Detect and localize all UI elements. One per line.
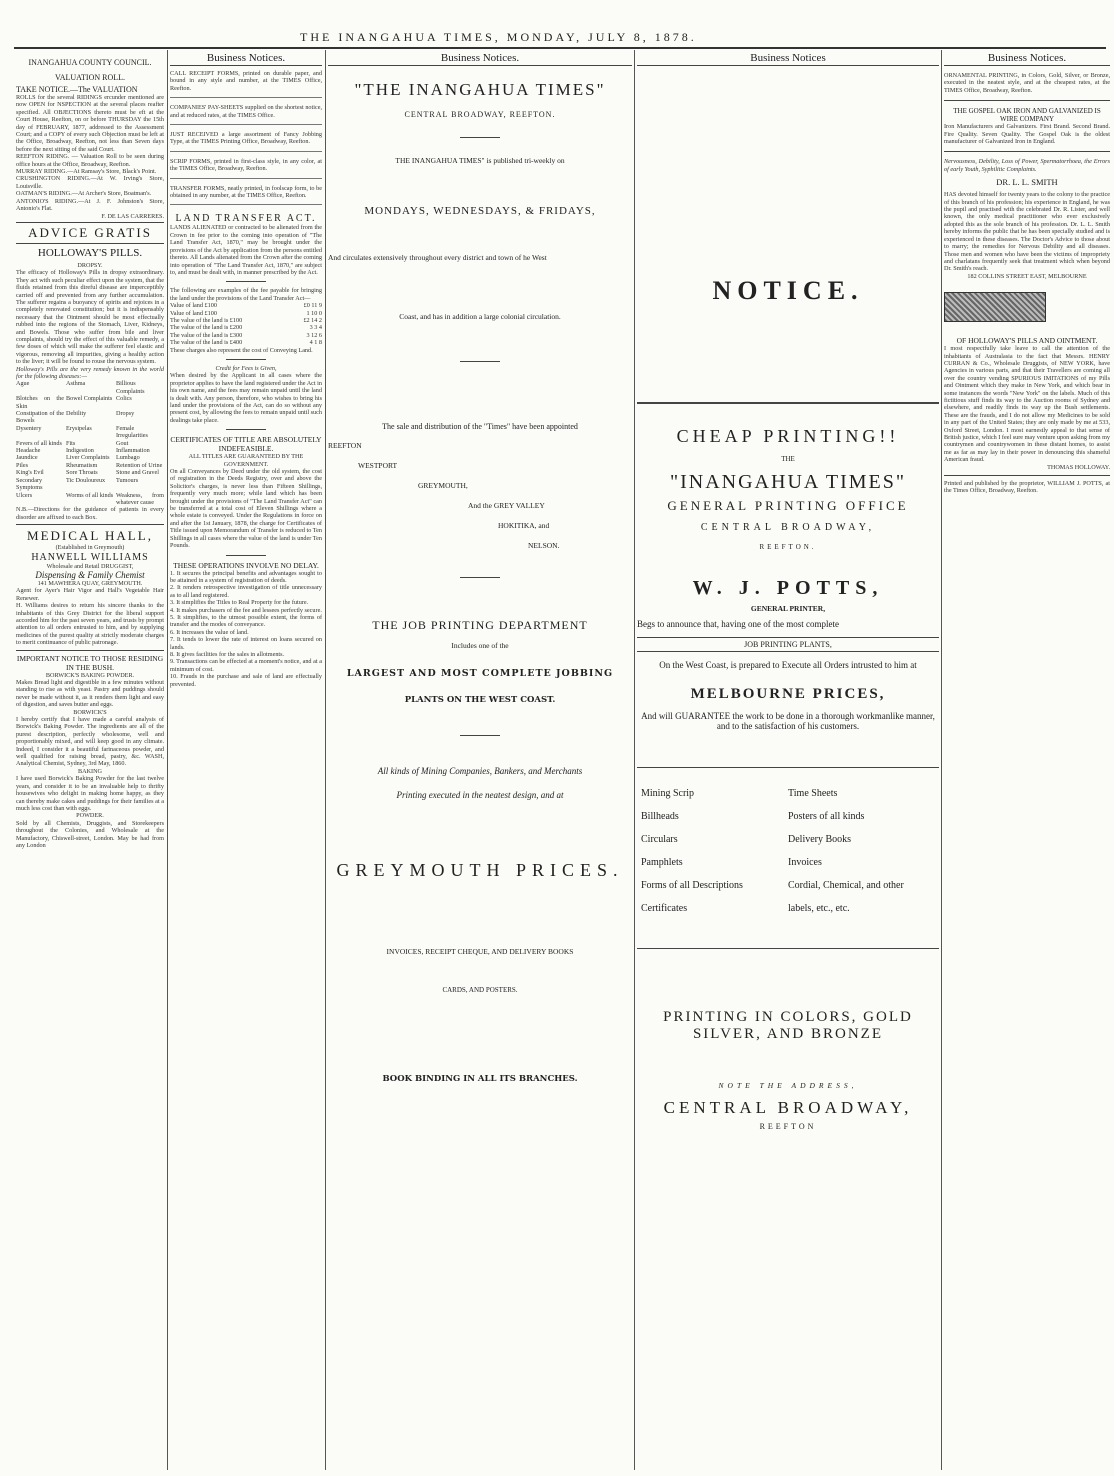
valuation-roll-title: VALUATION ROLL.: [54, 73, 126, 82]
fee-row: [170, 310, 322, 317]
printing-item: Time Sheets: [788, 788, 838, 799]
council-heading: INANGAHUA COUNTY COUNCIL.: [28, 58, 152, 67]
holloway-pills-title: HOLLOWAY'S PILLS.: [37, 246, 143, 259]
disease-item: Headache: [16, 447, 41, 455]
column-divider: [325, 50, 326, 1470]
business-notice: COMPANIES' PAY-SHEETS supplied on the shortest notice, and at reduced rates, at the TIMES Office.: [170, 104, 322, 125]
advantage-item: 8. It gives facilities for the sales in allotments.: [170, 650, 285, 658]
disease-item: Ulcers: [16, 491, 33, 499]
disease-item: Fevers of all kinds: [16, 439, 62, 447]
gospel-body: Iron Manufacturers and Galvanizers. First Brand. Second Brand. Fire Quality. Seven Quality. The Gospel Oak is the oldest manufacturer of Galvanized Iron in England.: [944, 123, 1110, 146]
advice-gratis-title: ADVICE GRATIS: [28, 224, 152, 240]
printing-item: Invoices: [788, 857, 822, 868]
column-divider: [634, 50, 635, 1470]
disease-item: Liver Complaints: [66, 454, 110, 462]
publication-days: MONDAYS, WEDNESDAYS, & FRIDAYS,: [364, 205, 596, 217]
borwick-title: BORWICK'S BAKING POWDER.: [45, 671, 135, 679]
medical-body: H. Williams desires to return his sincere thanks to the inhabitants of this Grey District for the liberal support accorded him for the past seven years, and trusts by prompt attention to all orders entrusted to him, and by supplying medicines of the purest quality at strictly moderate charges to merit continuance of public patronage.: [16, 602, 164, 647]
notices-list: [170, 70, 322, 205]
fee-row: [170, 339, 322, 346]
smith-title: DR. L. L. SMITH: [996, 177, 1058, 188]
includes-note: Includes one of the: [451, 641, 509, 650]
the-label: THE: [781, 455, 795, 463]
holloway-signature: THOMAS HOLLOWAY.: [1047, 463, 1110, 471]
disease-item: Rheumatism: [66, 461, 98, 469]
fee-row: [170, 332, 322, 339]
disease-item: Ague: [16, 380, 30, 388]
advantage-item: 2. It renders retrospective investigation of title unnecessary as to all land registered.: [170, 584, 322, 599]
west-coast-note: On the West Coast, is prepared to Execute all Orders intrusted to him at: [659, 660, 917, 670]
printing-item: Certificates: [641, 903, 688, 914]
town-entry: GREYMOUTH,: [418, 481, 468, 490]
disease-item: Piles: [16, 461, 29, 469]
advantage-item: 6. It increases the value of land.: [170, 628, 249, 636]
disease-list: [16, 380, 164, 506]
fee-row: [170, 302, 322, 309]
sale-note: The sale and distribution of the "Times" have been appointed: [382, 422, 578, 431]
dispensing-chemist: Dispensing & Family Chemist: [35, 569, 145, 580]
business-notices-header: Business Notices: [637, 50, 939, 66]
advantage-item: 7. It tends to lower the rate of interest on loans secured on lands.: [170, 636, 322, 651]
directions: N.B.—Directions for the guidance of patients in every disorder are affixed to each Box.: [16, 506, 164, 521]
printing-item: Cordial, Chemical, and other: [788, 880, 904, 891]
disease-item: Stone and Gravel: [116, 469, 159, 477]
disease-item: Retention of Urine: [116, 461, 163, 469]
fee-amount: £2 14 2: [303, 316, 322, 324]
printing-item: Circulars: [641, 834, 678, 845]
advantage-item: 9. Transactions can be effected at a moment's notice, and at a minimum of cost.: [170, 658, 322, 673]
reefton: REEFTON.: [759, 543, 817, 551]
wholesale-druggist: Wholesale and Retail DRUGGIST,: [46, 562, 134, 570]
disease-item: Female Irregularities: [116, 424, 148, 440]
printing-item: Billheads: [641, 811, 679, 822]
fee-row: [170, 324, 322, 331]
advantage-item: 10. Frauds in the purchase and sale of land are effectually prevented.: [170, 673, 322, 688]
printing-item: labels, etc., etc.: [788, 903, 850, 914]
ridings-list: [16, 153, 164, 212]
smith-body: HAS devoted himself for twenty years to the colony to the practice of this branch of his profession; his experience in England, he was the pupil and practised with the celebrated Dr. R. Lister, and well known, the only medical practitioner who ever exclusively adopted this as the sole branch of his profession. Dr. L. L. Smith hereby informs the public that he has been specially studied and is experienced in these diseases. The Doctor's Advice to those about to marry; the remedies for Nervous Debility and all diseases. Those men and women who have been the victims of impropriety and charlatans frequently seek that treatment which when beyond Dr. Smith's reach.: [944, 191, 1110, 273]
collins-street: 182 COLLINS STREET EAST, MELBOURNE: [967, 272, 1087, 280]
credit-title: Credit for Fees is Given,: [215, 364, 277, 372]
masthead-title: THE INANGAHUA TIMES, MONDAY, JULY 8, 1878.: [300, 30, 697, 44]
town-entry: And the GREY VALLEY: [468, 501, 545, 510]
invoices-note: INVOICES, RECEIPT CHEQUE, AND DELIVERY BOOKS: [386, 947, 574, 956]
gospel-oak-title: THE GOSPEL OAK IRON AND GALVANIZED IS WIRE COMPANY: [953, 107, 1101, 124]
town-entry: WESTPORT: [358, 461, 398, 470]
business-notices-header: Business Notices.: [170, 50, 322, 66]
important-notice: IMPORTANT NOTICE TO THOSE RESIDING IN THE BUSH.: [16, 653, 164, 672]
fee-table: [170, 302, 322, 346]
business-notice: SCRIP FORMS, printed in first-class style, in any color, at the TIMES Office, Broadway, Reefton.: [170, 158, 322, 179]
business-notices-header: Business Notices.: [944, 50, 1110, 66]
central-broadway: CENTRAL BROADWAY,: [700, 522, 876, 533]
disease-intro: Holloway's Pills are the very remedy known in the world for the following diseases:—: [16, 365, 164, 380]
certify-text: I hereby certify that I have made a careful analysis of Borwick's Baking Powder. The ingredients are all of the purest description, perfectly wholesome, well and proportionably mixed, and will keep good in any climate. Indeed, I consider it a beautiful farinaceous powder, and well qualified for raising bread, pastry, &c. WASH, Analytical Chemist, Sydney, 3rd May, 1860.: [16, 716, 164, 768]
fee-description: Value of land £100: [170, 309, 217, 317]
greymouth-prices: GREYMOUTH PRICES.: [336, 860, 624, 880]
inangahua-times: "INANGAHUA TIMES": [669, 471, 907, 493]
disease-item: Lumbago: [116, 454, 140, 462]
disease-item: Inflammation: [116, 447, 150, 455]
borwick-body: Makes Bread light and digestible in a few minutes without standing to rise as with yeast. Pastry and puddings should never be made without it, as it renders them light and easy of digestion, and saves butter and eggs.: [16, 679, 164, 709]
sold-by: Sold by all Chemists, Druggists, and Storekeepers throughout the Colonies, and Wholesale at the Manufactory, Chiswell-street, London. May be had from any London: [16, 819, 164, 849]
notice-title: NOTICE.: [712, 276, 864, 305]
disease-item: Weakness, from whatever cause: [116, 491, 164, 506]
hanwell-williams: HANWELL WILLIAMS: [31, 551, 149, 563]
disease-item: Debility: [66, 410, 87, 418]
engraved-banner-image: [944, 292, 1046, 322]
disease-item: Asthma: [66, 380, 86, 388]
disease-item: Constipation of the Bowels: [16, 410, 64, 425]
column-1: [16, 50, 164, 1470]
disease-item: Indigestion: [66, 447, 94, 455]
baking-subhead: BAKING: [77, 767, 103, 775]
disease-item: Tumours: [116, 476, 139, 484]
column-5: [944, 50, 1110, 1470]
printing-note: Printing executed in the neatest design, and at: [396, 790, 564, 800]
items-left: [641, 788, 788, 926]
column-divider: [167, 50, 168, 1470]
riding-entry: MURRAY RIDING.—At Ramsay's Store, Black's Point.: [16, 168, 157, 176]
guaranteed-title: ALL TITLES ARE GUARANTEED BY THE GOVERNMENT.: [188, 453, 304, 468]
fee-amount: 1 10 0: [306, 309, 322, 317]
disease-item: Colics: [116, 395, 132, 403]
disease-item: Blotches on the Skin: [16, 395, 64, 410]
fee-description: The value of the land is £200: [170, 324, 243, 332]
disease-item: Sore Throats: [66, 469, 98, 477]
riding-entry: ANTONIO'S RIDING.—At J. F. Johnston's Store, Antonio's Flat.: [16, 197, 164, 213]
ornamental-printing: ORNAMENTAL PRINTING, in Colors, Gold, Silver, or Bronze, executed in the neatest style, and at the cheapest rates, at the TIMES Office, Broadway, Reefton.: [944, 72, 1110, 94]
disease-item: Billious Complaints: [116, 380, 145, 395]
printing-items: [637, 788, 939, 926]
advantage-item: 1. It secures the principal benefits and advantages sought to be attained in a system of registration of deeds.: [170, 569, 322, 584]
fee-row: [170, 317, 322, 324]
business-notice: JUST RECEIVED a large assortment of Fancy Jobbing Type, at the TIMES Printing Office, Broadway, Reefton.: [170, 131, 322, 152]
business-notice: TRANSFER FORMS, neatly printed, in foolscap form, to be obtained in any number, at the TIMES Office, Reefton.: [170, 185, 322, 206]
job-plants: JOB PRINTING PLANTS,: [637, 637, 939, 652]
column-3: [328, 50, 632, 1470]
fee-amount: 4 1 8: [309, 339, 322, 347]
land-body: LANDS ALIENATED or contracted to be alienated from the Crown in fee prior to the coming into operation of "The Land Transfer Act, 1870," may be brought under the provisions of the Act by application from the persons entitled thereto. All Lands alienated from the Crown after the coming into operation of "The Land Transfer Act, 1870," are subject to, and must be dealt with, in manner prescribed by the Act.: [170, 224, 322, 276]
all-kinds-note: All kinds of Mining Companies, Bankers, and Merchants: [377, 766, 583, 776]
disease-item: Tic Douloureux: [66, 476, 106, 484]
central-broadway-2: CENTRAL BROADWAY,: [663, 1098, 913, 1117]
disease-item: Gout: [116, 439, 129, 447]
certificates-body: On all Conveyances by Deed under the old system, the cost of registration in the Deeds Registry, over and above the Solicitor's charges, is never less than Fifteen Shillings, frequently very much more; while land which has been brought under the provisions of "The Land Transfer Act" can be transferred at a total cost of Eleven Shillings where a whole estate is conveyed. Under the Regulations in force on and after the 1st January, 1878, the charge for Certificates of Title issued upon Memorandum of Transfer is reduced to Ten Shillings in all cases where the value of the land is under Ten Pounds.: [170, 468, 322, 550]
riding-entry: REEFTON RIDING. — Valuation Roll to be seen during office hours at the Office, Broadway, Reefton.: [16, 153, 164, 168]
reefton-2: REEFTON: [759, 1122, 817, 1131]
advantage-item: 5. It simplifies, to the utmost possible extent, the forms of transfer and the modes of conveyance.: [170, 613, 322, 629]
take-notice: TAKE NOTICE.—The VALUATION: [16, 85, 138, 94]
printing-item: Mining Scrip: [641, 788, 695, 799]
note-address: NOTE THE ADDRESS,: [718, 1081, 858, 1090]
powder-subhead: POWDER.: [76, 812, 104, 820]
printing-item: Pamphlets: [641, 857, 683, 868]
items-right: [788, 788, 935, 926]
printing-item: Forms of all Descriptions: [641, 880, 743, 891]
circulates-note: And circulates extensively throughout every district and town of he West: [328, 253, 547, 262]
american-fraud-banner: [944, 288, 1110, 328]
borwick-subhead: BORWICK'S: [73, 708, 107, 716]
disease-item: Secondary Symptoms: [16, 476, 43, 492]
masthead-rule: [14, 47, 1106, 49]
town-entry: NELSON.: [528, 541, 560, 550]
guarantee-note: And will GUARANTEE the work to be done in a thorough workmanlike manner, and to the satisfaction of his customers.: [641, 711, 935, 731]
dropsy-heading: DROPSY.: [77, 261, 103, 269]
holloway-body: The efficacy of Holloway's Pills in dropsy extraordinary. They act with such peculiar effect upon the system, that the fluids retained from this direful disease are imperceptibly carried off and prevented from any further accumulation. The sufferer regains a buoyancy of spirits and rejoices in a completely renovated constitution; but it is indispensably necessary that the Ointment should be most effectually rubbed into the regions of the Stomach, Liver, Kidneys, and Bowels. Those who suffer from bile and liver complaints, should try the effect of this valuable remedy, a few doses of which will make the sufferer feel elastic and vigorous, removing all impurities, giving a healthy action to the liver; it will be found to rouse the nervous system.: [16, 269, 164, 366]
disease-item: Fits: [66, 439, 76, 447]
advantages-list: [170, 570, 322, 689]
coast-note: Coast, and has in addition a large colonial circulation.: [399, 312, 561, 321]
fees-note: These charges also represent the cost of Conveying Land.: [170, 346, 313, 354]
operations-title: THESE OPERATIONS INVOLVE NO DELAY.: [173, 560, 319, 570]
book-binding: BOOK BINDING IN ALL ITS BRANCHES.: [382, 1074, 578, 1084]
printing-item: Delivery Books: [788, 834, 852, 845]
general-printer: GENERAL PRINTER,: [750, 604, 826, 613]
disease-item: Jaundice: [16, 454, 38, 462]
printing-item: Posters of all kinds: [788, 811, 865, 822]
holloway2-title: OF HOLLOWAY'S PILLS AND OINTMENT.: [956, 336, 1098, 346]
nervousness-note: Nervousness, Debility, Loss of Power, Spermatorrhoea, the Errors of early Youth, Syphilitic Complaints.: [944, 158, 1110, 173]
disease-item: Dropsy: [116, 410, 135, 418]
disease-item: Bowel Complaints: [66, 395, 113, 403]
signature: F. DE LAS CARRERES.: [101, 212, 164, 220]
disease-item: Dysentery: [16, 424, 42, 432]
disease-item: Worms of all kinds: [66, 491, 114, 499]
town-entry: HOKITIKA, and: [498, 521, 550, 530]
general-printing-office: GENERAL PRINTING OFFICE: [667, 498, 909, 513]
disease-item: Erysipelas: [66, 424, 92, 432]
medical-established: (Established in Greymouth): [55, 544, 125, 552]
fee-description: Value of land £100: [170, 302, 217, 310]
times-address: CENTRAL BROADWAY, REEFTON.: [404, 110, 556, 119]
medical-hall-title: MEDICAL HALL,: [27, 528, 153, 544]
agent-note: Agent for Ayer's Hair Vigor and Hall's Vegetable Hair Renewer.: [16, 587, 164, 602]
begs-note: Begs to announce that, having one of the most complete: [637, 619, 839, 629]
holloway2-body: I most respectfully take leave to call the attention of the inhabitants of Australasia to the fact that Messrs. HENRY CURRAN & Co., Wholesale Druggists, of NEW YORK, have Agencies in various parts, and that their Travellers are coming all over the country vending SPURIOUS IMITATIONS of my Pills and Ointment which they make in New York, and which bear in some instances the words "New York" on the labels. Much of this fictitious stuff finds its way to the Auction rooms of Sydney and elsewhere, and readily finds its way up the Bush settlements. These are the frauds, and I do not allow my Medicines to be sold in any part of the United States; they are only made by me at 533, Oxford Street, London. I most earnestly appeal to that sense of British justice, which I feel sure may venture upon asking from my countrymen and countrywomen in these distant homes, to assist me as far as may lay in their power in denouncing this shameful American fraud.: [944, 345, 1110, 464]
advantage-item: 4. It makes purchasers of the fee and lessees perfectly secure.: [170, 606, 322, 614]
mawhera-quay: 141 MAWHERA QUAY, GREYMOUTH.: [37, 579, 143, 587]
baking-body: I have used Borwick's Baking Powder for the last twelve years, and consider it to be an invaluable help to thrifty housewives who delight in making home happy, as they can thereby make cakes and puddings for their families at a much less cost than with eggs.: [16, 775, 164, 812]
disease-item: King's Evil: [16, 469, 44, 477]
column-4: [637, 50, 939, 1470]
job-printing-title: THE JOB PRINTING DEPARTMENT: [372, 618, 588, 632]
fee-description: The value of the land is £300: [170, 331, 243, 339]
colors-note: PRINTING IN COLORS, GOLD SILVER, AND BRONZE: [663, 1009, 913, 1042]
imprint-footer: Printed and published by the proprietor, WILLIAM J. POTTS, at the Times Office, Broadway, Reefton.: [944, 480, 1110, 495]
fee-examples: The following are examples of the fee payable for bringing the land under the provisions of the Land Transfer Act—: [170, 287, 322, 302]
towns-list: [328, 441, 632, 567]
column-2: [170, 50, 322, 1470]
certificates-title: CERTIFICATES OF TITLE ARE ABSOLUTELY INDEFEASIBLE.: [170, 435, 322, 454]
potts-name: W. J. POTTS,: [692, 577, 884, 599]
riding-entry: CRUSHINGTON RIDING.—At W. Irving's Store, Louisville.: [16, 175, 164, 190]
advantage-item: 3. It simplifies the Titles to Real Property for the future.: [170, 599, 309, 607]
column-divider: [941, 50, 942, 1470]
cheap-printing: CHEAP PRINTING!!: [676, 426, 900, 446]
fee-amount: 3 12 6: [306, 331, 322, 339]
fee-description: The value of the land is £100: [170, 316, 243, 324]
published-note: THE INANGAHUA TIMES" is published tri-weekly on: [395, 156, 565, 165]
fee-amount: 3 3 4: [309, 324, 322, 332]
fee-amount: £0 11 9: [303, 302, 322, 310]
fee-description: The value of the land is £400: [170, 339, 243, 347]
cards-note: CARDS, AND POSTERS.: [442, 986, 518, 994]
credit-body: When desired by the Applicant in all cases where the proprietor applies to have the land registered under the Act in his own name, and the fees may remain unpaid until the land is dealt with. Any person, therefore, who wishes to bring his land under the provisions of the Act, can do so without any present cost, by allowing the fees to remain unpaid until such dealings take place.: [170, 372, 322, 424]
times-title: "THE INANGAHUA TIMES": [354, 80, 606, 99]
plants-note: PLANTS ON THE WEST COAST.: [404, 695, 556, 705]
business-notice: CALL RECEIPT FORMS, printed on durable paper, and bound in any style and number, at the TIMES Office, Reefton.: [170, 70, 322, 98]
land-transfer-title: LAND TRANSFER ACT.: [175, 213, 317, 225]
largest-jobbing: LARGEST AND MOST COMPLETE JOBBING: [346, 668, 614, 679]
town-entry: REEFTON: [328, 441, 362, 450]
business-notices-header: Business Notices.: [328, 50, 632, 66]
masthead: [0, 0, 1114, 48]
melbourne-prices: MELBOURNE PRICES,: [690, 686, 886, 702]
riding-entry: OATMAN'S RIDING.—At Archer's Store, Boatman's.: [16, 190, 152, 198]
roll-body: ROLLS for the several RIDINGS ercunder mentioned are now OPEN for NSPECTION at the several places reafter specified. All OBJECTIONS thereto must be eft at the Court House, Reefton, on or before THURSDAY the 15th day of FEBRUARY, 1877, addressed to the Assessment Court; and a COPY of every such Objection must be left at the Office, Broadway, Reefton, not less than Seven days before the next sitting of the said Court.: [16, 94, 164, 153]
